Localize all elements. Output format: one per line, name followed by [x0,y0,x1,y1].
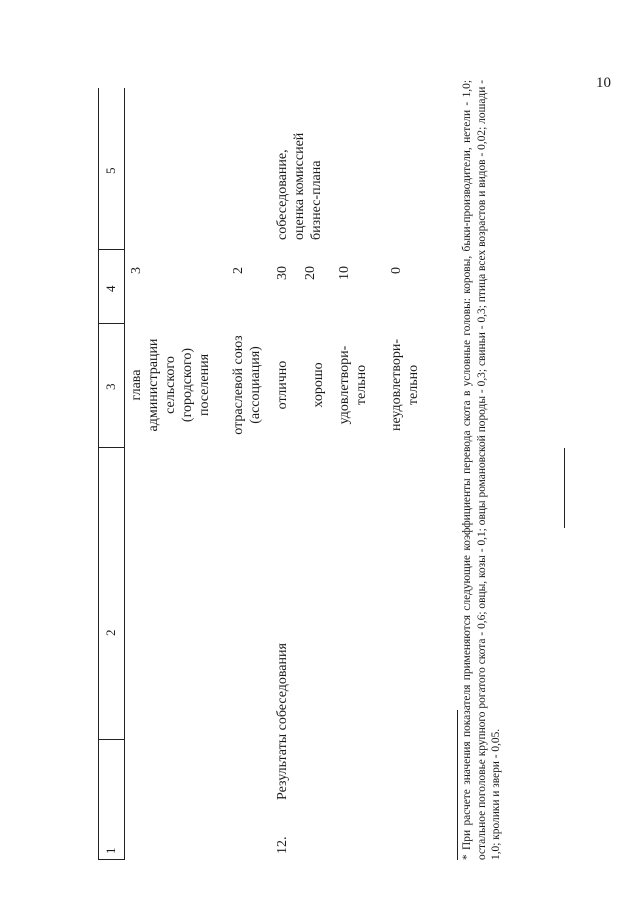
list-item-score: 20 [303,266,318,280]
col-2-left-border [98,739,124,740]
col-4-left-border [98,323,124,324]
list-item-score: 3 [129,267,144,274]
list-item-score: 30 [275,266,290,280]
col-5-left-border [98,249,124,250]
list-item-label: неудовлетвори- тельно [389,339,421,432]
footnote-rule [457,710,458,860]
col-header-5: 5 [103,167,118,174]
list-item-label: хорошо [311,362,326,408]
table-header-bottom-border [124,88,125,860]
col-header-1: 1 [103,847,118,854]
page-number: 10 [596,75,611,91]
rotated-page-content [90,80,510,860]
row-name: Результаты собеседования [275,643,290,800]
col-3-left-border [98,447,124,448]
page-separator-rule [564,448,565,528]
evaluation-method: собеседование, оценка комиссией бизнес-плана [275,132,324,240]
list-item-score: 10 [337,266,352,280]
col-header-3: 3 [103,383,118,390]
list-item-score: 0 [389,267,404,274]
table-top-border [98,88,99,860]
col-header-4: 4 [103,285,118,292]
list-item-label: отраслевой союз (ассоциация) [231,335,263,435]
col-1-left-border [98,859,124,860]
footnote: * При расчете значения показателя применяются следующие коэффициенты перевода скота в условные головы: коровы, быки-производители, нетели - 1,0; остальное поголовье крупного рогатого скота - 0,6; овцы, козы - 0,1; овцы романовской породы - 0,3; свиньи - 0,3; птица всех возрастов и видов - 0,02; лошади - 1,0; кролики и звери - 0,05. [461,80,502,860]
list-item-score: 2 [231,267,246,274]
list-item-label: глава администрации сельского (городского) поселения [129,338,212,432]
list-item-label: удовлетвори- тельно [337,345,369,425]
row-number: 12. [275,836,290,854]
col-header-2: 2 [103,629,118,636]
list-item-label: отлично [275,360,290,410]
